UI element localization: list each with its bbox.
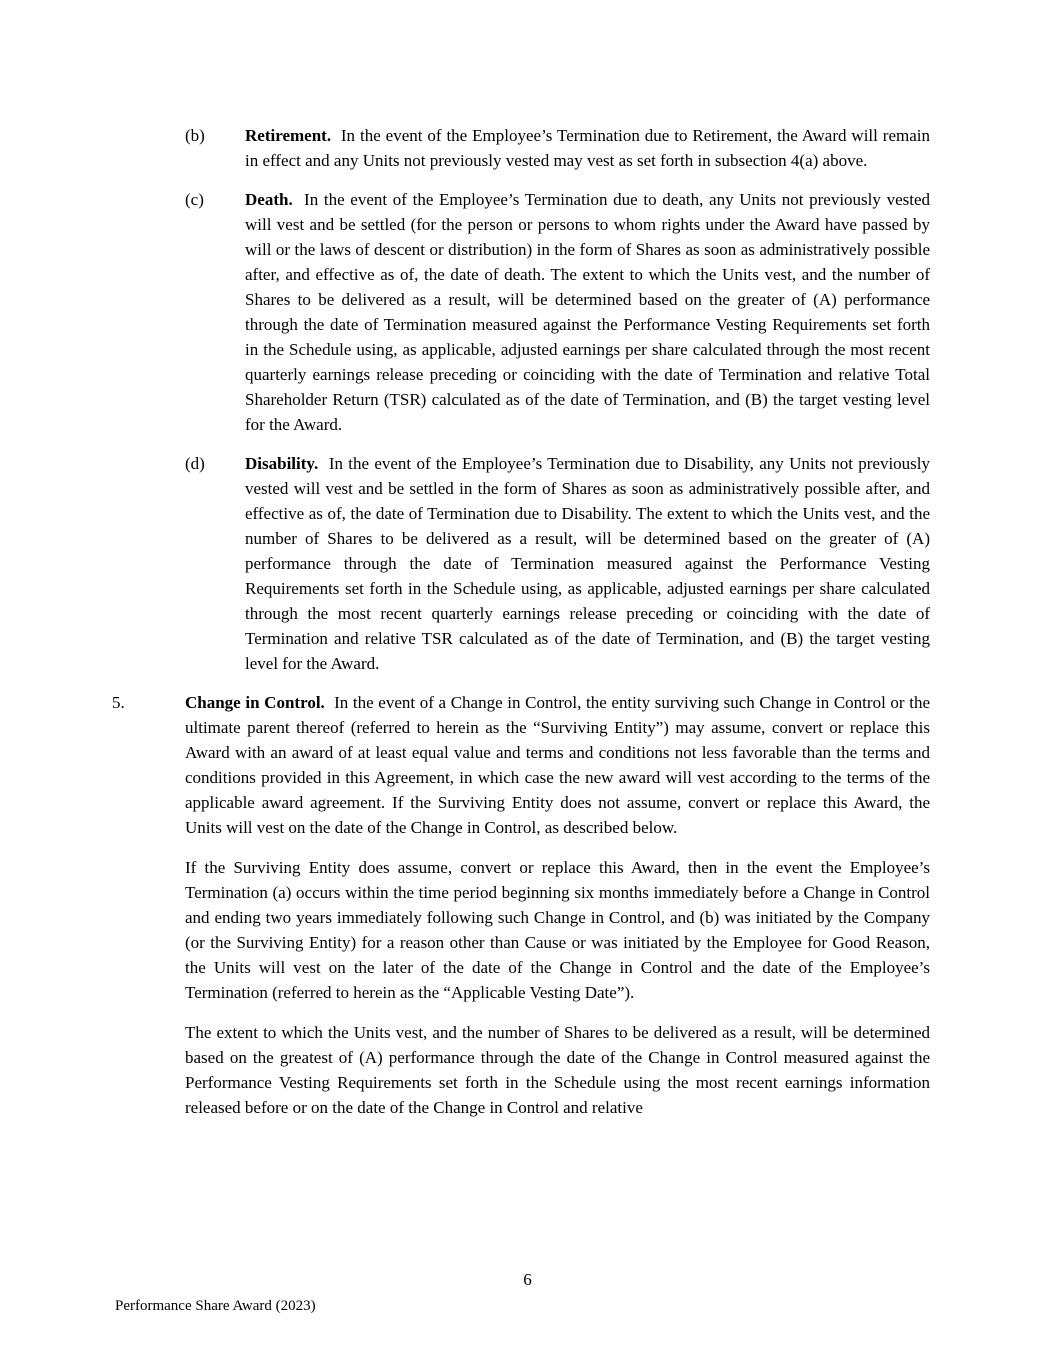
section-paragraph — [185, 690, 930, 840]
subsection-d-disability — [185, 451, 930, 676]
subsection-title: Death. — [245, 190, 293, 209]
subsection-text: In the event of the Employee’s Termination due to Disability, any Units not previously vested will vest and be settled in the form of Shares as soon as administratively possible after, and effective as of, the date of Termination due to Disability. The extent to which the Units vest, and the number of Shares to be delivered as a result, will be determined based on the greater of (A) performance through the date of Termination measured against the Performance Vesting Requirements set forth in the Schedule using, as applicable, adjusted earnings per share calculated through the most recent quarterly earnings release preceding or coinciding with the date of Termination and relative TSR calculated as of the date of Termination, and (B) the target vesting level for the Award. — [245, 454, 930, 673]
subsection-title: Retirement. — [245, 126, 332, 145]
subsection-b-retirement — [185, 123, 930, 173]
footer-document-label: Performance Share Award (2023) — [115, 1298, 316, 1314]
subsection-text: In the event of the Employee’s Termination due to death, any Units not previously vested will vest and be settled (for the person or persons to whom rights under the Award have passed by will or the laws of descent or distribution) in the form of Shares as soon as administratively possible after, and effective as of, the date of death. The extent to which the Units vest, and the number of Shares to be delivered as a result, will be determined based on the greater of (A) performance through the date of Termination measured against the Performance Vesting Requirements set forth in the Schedule using, as applicable, adjusted earnings per share calculated through the most recent quarterly earnings release preceding or coinciding with the date of Termination and relative Total Shareholder Return (TSR) calculated as of the date of Termination, and (B) the target vesting level for the Award. — [245, 190, 930, 434]
subsection-marker: (c) — [185, 190, 204, 209]
subsection-paragraph — [245, 187, 930, 437]
page-number: 6 — [523, 1270, 532, 1289]
section-number: 5. — [112, 693, 125, 712]
continuation-paragraph: The extent to which the Units vest, and the number of Shares to be delivered as a result, will be determined based on the greatest of (A) performance through the date of the Change in Control measured against the Performance Vesting Requirements set forth in the Schedule using the most recent earnings information released before or on the date of the Change in Control and relative — [185, 1023, 930, 1117]
subsection-title: Disability. — [245, 454, 319, 473]
section-title: Change in Control. — [185, 693, 325, 712]
subsection-c-death — [185, 187, 930, 437]
subsection-marker: (d) — [185, 454, 205, 473]
subsection-paragraph — [245, 451, 930, 676]
section-text: In the event of a Change in Control, the entity surviving such Change in Control or the ultimate parent thereof (referred to herein as the “Surviving Entity”) may assume, convert or replace this Award with an award of at least equal value and terms and conditions not less favorable than the terms and conditions provided in this Agreement, in which case the new award will vest according to the terms of the applicable award agreement. If the Surviving Entity does not assume, convert or replace this Award, the Units will vest on the date of the Change in Control, as described below. — [185, 693, 930, 837]
subsection-paragraph — [245, 123, 930, 173]
continuation-paragraph: If the Surviving Entity does assume, convert or replace this Award, then in the event the Employee’s Termination (a) occurs within the time period beginning six months immediately before a Change in Control and ending two years immediately following such Change in Control, and (b) was initiated by the Company (or the Surviving Entity) for a reason other than Cause or was initiated by the Employee for Good Reason, the Units will vest on the later of the date of the Change in Control and the date of the Employee’s Termination (referred to herein as the “Applicable Vesting Date”). — [185, 858, 930, 1002]
page-content — [112, 123, 930, 1135]
section-5-change-in-control — [112, 690, 930, 840]
subsection-marker: (b) — [185, 126, 205, 145]
subsection-text: In the event of the Employee’s Termination due to Retirement, the Award will remain in effect and any Units not previously vested may vest as set forth in subsection 4(a) above. — [245, 126, 930, 170]
